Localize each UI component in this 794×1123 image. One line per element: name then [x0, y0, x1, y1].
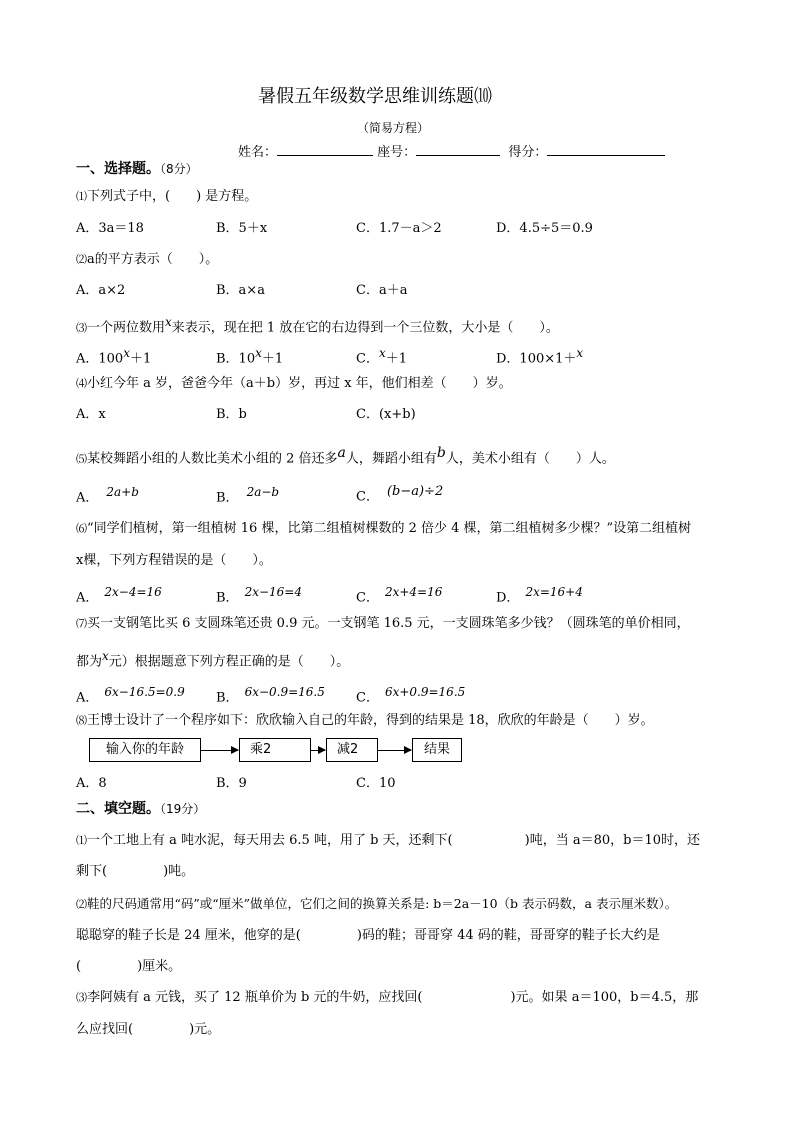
flow-step-multiply: 乘2 [239, 738, 311, 762]
question-3: ⑶一个两位数用$^x$来表示，现在把 1 放在它的右边得到一个三位数，大小是（ ）。 [76, 315, 559, 336]
question-4: ⑷小红今年 a 岁，爸爸今年（a＋b）岁，再过 x 年，他们相差（ ）岁。 [76, 376, 512, 391]
q3-option-b[interactable]: B．$10^x+1$ [216, 346, 284, 367]
fill-question-1-line2: 剩下( )吨。 [76, 864, 195, 879]
q1-option-c[interactable]: C．1.7－a＞2 [356, 221, 442, 236]
q2-option-b[interactable]: B．a×a [216, 283, 265, 298]
question-7-line1: ⑺买一支钢笔比买 6 支圆珠笔还贵 0.9 元。一支钢笔 16.5 元，一支圆珠笔多少钱？（圆珠笔的单价相同， [76, 616, 690, 631]
flow-step-subtract: 减2 [326, 738, 378, 762]
q2-option-a[interactable]: A．a×2 [76, 283, 126, 298]
q1-option-a[interactable]: A．3a＝18 [76, 221, 144, 236]
question-6-line1: ⑹“同学们植树，第一组植树 16 棵，比第二组植树棵数的 2 倍少 4 棵，第二组植树多少棵？”设第二组植树 [76, 521, 692, 536]
seat-label: 座号： [377, 145, 417, 160]
question-8: ⑻王博士设计了一个程序如下：欣欣输入自己的年龄，得到的结果是 18，欣欣的年龄是（ ）岁。 [76, 713, 654, 728]
fill-question-3-line1: ⑶李阿姨有 a 元钱，买了 12 瓶单价为 b 元的牛奶，应找回( )元。如果 a＝100，b＝4.5，那 [76, 990, 699, 1005]
page-title: 暑假五年级数学思维训练题⑽ [258, 86, 492, 107]
q4-option-b[interactable]: B．b [216, 407, 247, 422]
question-5: ⑸某校舞蹈小组的人数比美术小组的 2 倍还多$^a$人，舞蹈小组有$^b$人，美术小组有（ ）人。 [76, 445, 615, 467]
flow-step-input-age: 输入你的年龄 [89, 738, 201, 762]
q7-option-c[interactable]: C． $^{6x+0.9=16.5}$ [356, 685, 466, 706]
question-7-line2: 都为$^x$元）根据题意下列方程正确的是（ ）。 [76, 649, 350, 670]
score-label: 得分： [508, 145, 548, 160]
question-1: ⑴下列式子中，( ) 是方程。 [76, 189, 258, 204]
name-field[interactable] [277, 143, 373, 156]
q3-option-c[interactable]: C．$^x$＋1 [356, 346, 408, 367]
flow-step-result: 结果 [412, 738, 462, 762]
q6-option-b[interactable]: B． $^{2x-16=4}$ [216, 585, 302, 606]
q5-option-c[interactable]: C． $^{(b-a)\div 2}$ [356, 484, 444, 505]
q4-option-c[interactable]: C．(x+b) [356, 407, 416, 422]
score-field[interactable] [547, 143, 665, 156]
fill-question-2-line2: 聪聪穿的鞋子长是 24 厘米，他穿的是( )码的鞋；哥哥穿 44 码的鞋，哥哥穿的鞋子长大约是 [76, 928, 660, 943]
seat-field[interactable] [416, 143, 500, 156]
fill-question-1-line1: ⑴一个工地上有 a 吨水泥，每天用去 6.5 吨，用了 b 天，还剩下( )吨，当 a＝80，b＝10时，还 [76, 833, 700, 848]
name-label: 姓名： [238, 145, 278, 160]
q4-option-a[interactable]: A．x [76, 407, 106, 422]
q5-option-a[interactable]: A． $^{2a+b}$ [76, 485, 139, 506]
flow-arrow-1 [200, 750, 238, 751]
q5-option-b[interactable]: B． $^{2a-b}$ [216, 485, 280, 506]
q3-option-d[interactable]: D．100×1＋$^x$ [496, 346, 584, 367]
q8-option-a[interactable]: A．8 [76, 776, 107, 791]
fill-question-2-line3: ( )厘米。 [76, 959, 182, 974]
q2-option-c[interactable]: C．a＋a [356, 283, 408, 298]
q8-option-c[interactable]: C．10 [356, 776, 396, 791]
question-2: ⑵a的平方表示（ ）。 [76, 252, 219, 267]
fill-question-3-line2: 么应找回( )元。 [76, 1022, 221, 1037]
q1-option-b[interactable]: B．5＋x [216, 221, 268, 236]
student-info-line [238, 143, 665, 161]
section-heading-fill: 二、填空题。（19分） [76, 801, 206, 817]
q6-option-c[interactable]: C． $^{2x+4=16}$ [356, 585, 443, 606]
question-6-line2: x棵，下列方程错误的是（ ）。 [76, 553, 272, 568]
q7-option-b[interactable]: B． $^{6x-0.9=16.5}$ [216, 685, 325, 706]
q3-option-a[interactable]: A．$100^x+1$ [76, 346, 152, 367]
page-subtitle: （简易方程） [357, 121, 430, 135]
section-heading-choice: 一、选择题。（8分） [76, 161, 198, 177]
fill-question-2-line1: ⑵鞋的尺码通常用“码”或“厘米”做单位，它们之间的换算关系是: b＝2a－10（b 表示码数，a 表示厘米数）。 [76, 896, 678, 911]
q7-option-a[interactable]: A． $^{6x-16.5=0.9}$ [76, 685, 185, 706]
q8-option-b[interactable]: B．9 [216, 776, 247, 791]
q1-option-d[interactable]: D．4.5÷5＝0.9 [496, 221, 593, 236]
q6-option-a[interactable]: A． $^{2x-4=16}$ [76, 585, 162, 606]
q6-option-d[interactable]: D． $^{2x=16+4}$ [496, 585, 583, 606]
flow-arrow-3 [377, 750, 411, 751]
flow-arrow-2 [310, 750, 325, 751]
